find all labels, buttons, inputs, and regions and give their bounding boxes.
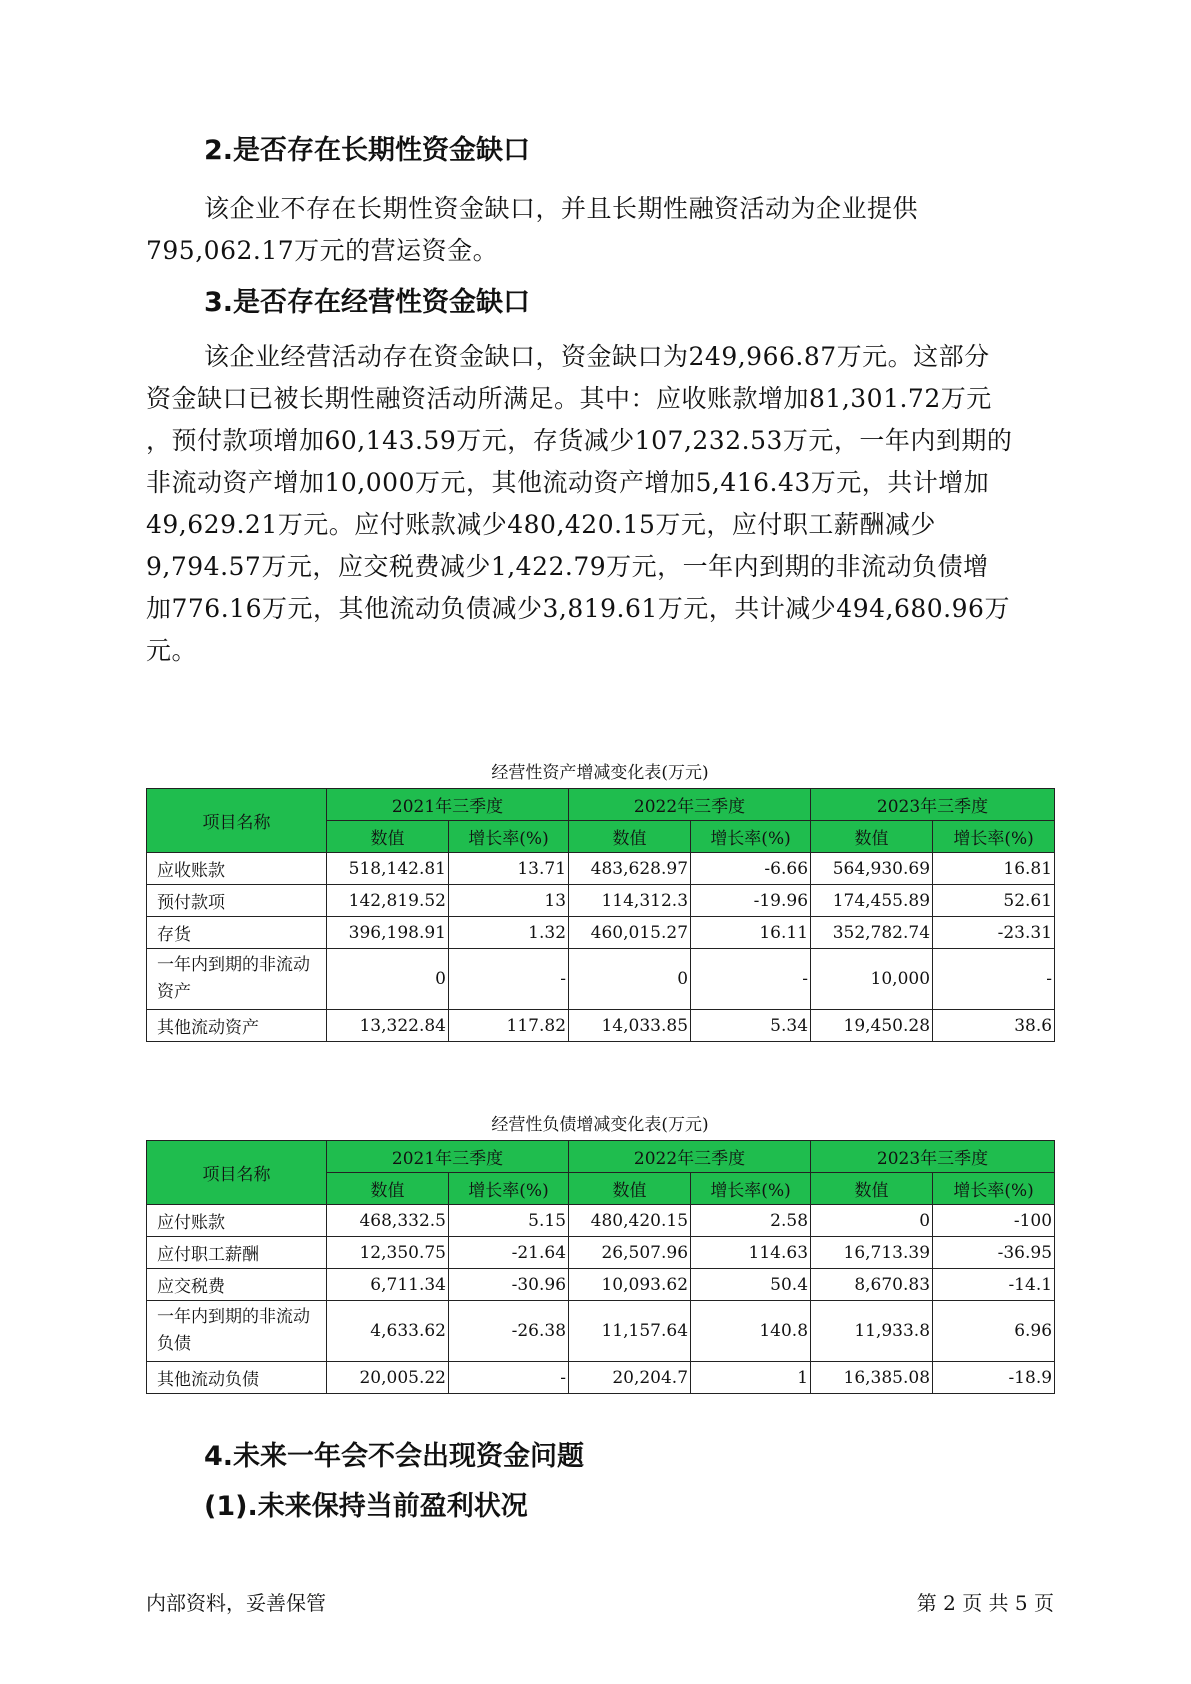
section-3-title: 3.是否存在经营性资金缺口	[204, 287, 531, 318]
growth-header: 增长率(%)	[449, 1173, 569, 1205]
paragraph-line: 该企业经营活动存在资金缺口，资金缺口为249,966.87万元。这部分	[204, 342, 990, 371]
growth-cell: -19.96	[691, 885, 811, 917]
value-cell: 16,713.39	[811, 1237, 933, 1269]
value-cell: 564,930.69	[811, 853, 933, 885]
value-cell: 480,420.15	[569, 1205, 691, 1237]
paragraph-line: 元。	[146, 636, 198, 665]
period-header: 2023年三季度	[811, 1141, 1055, 1173]
liabilities-table-caption: 经营性负债增减变化表(万元)	[491, 1115, 709, 1135]
table-row	[147, 1301, 1055, 1362]
growth-cell: -	[933, 949, 1055, 1010]
value-header: 数值	[327, 1173, 449, 1205]
value-cell: 396,198.91	[327, 917, 449, 949]
value-cell: 142,819.52	[327, 885, 449, 917]
paragraph-line: ，预付款项增加60,143.59万元，存货减少107,232.53万元，一年内到期的	[146, 426, 1013, 455]
growth-cell: 1.32	[449, 917, 569, 949]
growth-cell: 117.82	[449, 1010, 569, 1042]
paragraph-line: 该企业不存在长期性资金缺口，并且长期性融资活动为企业提供	[204, 194, 919, 223]
growth-cell: 114.63	[691, 1237, 811, 1269]
growth-cell: -100	[933, 1205, 1055, 1237]
row-label: 其他流动负债	[147, 1362, 327, 1394]
growth-cell: 16.81	[933, 853, 1055, 885]
liabilities-table	[146, 1140, 1055, 1394]
value-cell: 0	[327, 949, 449, 1010]
growth-cell: 2.58	[691, 1205, 811, 1237]
table-row	[147, 1362, 1055, 1394]
table-row	[147, 1010, 1055, 1042]
paragraph-line: 795,062.17万元的营运资金。	[146, 236, 499, 265]
section-3-paragraph	[146, 336, 1054, 672]
growth-cell: 5.34	[691, 1010, 811, 1042]
growth-cell: 6.96	[933, 1301, 1055, 1362]
row-label: 应交税费	[147, 1269, 327, 1301]
growth-header: 增长率(%)	[691, 821, 811, 853]
assets-table	[146, 788, 1055, 1042]
value-cell: 468,332.5	[327, 1205, 449, 1237]
row-label: 一年内到期的非流动资产	[147, 949, 327, 1010]
value-cell: 0	[569, 949, 691, 1010]
value-cell: 174,455.89	[811, 885, 933, 917]
value-cell: 20,204.7	[569, 1362, 691, 1394]
value-header: 数值	[569, 821, 691, 853]
value-cell: 0	[811, 1205, 933, 1237]
value-cell: 518,142.81	[327, 853, 449, 885]
period-header: 2023年三季度	[811, 789, 1055, 821]
paragraph-line: 非流动资产增加10,000万元，其他流动资产增加5,416.43万元，共计增加	[146, 468, 990, 497]
liabilities-table-body	[147, 1205, 1055, 1394]
paragraph-line: 资金缺口已被长期性融资活动所满足。其中：应收账款增加81,301.72万元	[146, 384, 992, 413]
growth-header: 增长率(%)	[933, 1173, 1055, 1205]
table-row	[147, 853, 1055, 885]
value-cell: 8,670.83	[811, 1269, 933, 1301]
row-label: 应收账款	[147, 853, 327, 885]
growth-cell: 52.61	[933, 885, 1055, 917]
growth-cell: 140.8	[691, 1301, 811, 1362]
value-cell: 20,005.22	[327, 1362, 449, 1394]
value-header: 数值	[811, 1173, 933, 1205]
period-header: 2022年三季度	[569, 1141, 811, 1173]
value-cell: 14,033.85	[569, 1010, 691, 1042]
section-4-title: 4.未来一年会不会出现资金问题	[204, 1441, 585, 1472]
row-label: 预付款项	[147, 885, 327, 917]
table-row	[147, 1269, 1055, 1301]
growth-cell: -14.1	[933, 1269, 1055, 1301]
paragraph-line: 加776.16万元，其他流动负债减少3,819.61万元，共计减少494,680.96万	[146, 594, 1010, 623]
table-row	[147, 917, 1055, 949]
value-cell: 10,000	[811, 949, 933, 1010]
value-cell: 16,385.08	[811, 1362, 933, 1394]
value-header: 数值	[327, 821, 449, 853]
section-4-subtitle: (1).未来保持当前盈利状况	[204, 1491, 528, 1522]
value-cell: 4,633.62	[327, 1301, 449, 1362]
growth-header: 增长率(%)	[691, 1173, 811, 1205]
page-number: 第 2 页 共 5 页	[916, 1591, 1054, 1615]
value-cell: 13,322.84	[327, 1010, 449, 1042]
growth-cell: -30.96	[449, 1269, 569, 1301]
item-name-header: 项目名称	[147, 789, 327, 853]
growth-cell: -	[449, 1362, 569, 1394]
row-label: 应付账款	[147, 1205, 327, 1237]
value-cell: 10,093.62	[569, 1269, 691, 1301]
value-cell: 460,015.27	[569, 917, 691, 949]
row-label: 存货	[147, 917, 327, 949]
assets-table-body	[147, 853, 1055, 1042]
growth-header: 增长率(%)	[933, 821, 1055, 853]
footer-note: 内部资料，妥善保管	[146, 1591, 326, 1615]
growth-cell: 16.11	[691, 917, 811, 949]
growth-cell: -36.95	[933, 1237, 1055, 1269]
growth-cell: 50.4	[691, 1269, 811, 1301]
section-2-title: 2.是否存在长期性资金缺口	[204, 135, 531, 166]
section-2-paragraph	[146, 188, 1054, 272]
value-cell: 6,711.34	[327, 1269, 449, 1301]
growth-cell: 13.71	[449, 853, 569, 885]
value-cell: 352,782.74	[811, 917, 933, 949]
value-header: 数值	[569, 1173, 691, 1205]
value-cell: 11,933.8	[811, 1301, 933, 1362]
growth-header: 增长率(%)	[449, 821, 569, 853]
period-header: 2021年三季度	[327, 1141, 569, 1173]
growth-cell: 1	[691, 1362, 811, 1394]
growth-cell: 5.15	[449, 1205, 569, 1237]
paragraph-line: 9,794.57万元，应交税费减少1,422.79万元，一年内到期的非流动负债增	[146, 552, 989, 581]
paragraph-line: 49,629.21万元。应付账款减少480,420.15万元，应付职工薪酬减少	[146, 510, 936, 539]
row-label: 应付职工薪酬	[147, 1237, 327, 1269]
value-header: 数值	[811, 821, 933, 853]
growth-cell: 38.6	[933, 1010, 1055, 1042]
growth-cell: 13	[449, 885, 569, 917]
value-cell: 19,450.28	[811, 1010, 933, 1042]
period-header: 2022年三季度	[569, 789, 811, 821]
growth-cell: -18.9	[933, 1362, 1055, 1394]
row-label: 一年内到期的非流动负债	[147, 1301, 327, 1362]
growth-cell: -21.64	[449, 1237, 569, 1269]
table-row	[147, 1237, 1055, 1269]
growth-cell: -6.66	[691, 853, 811, 885]
table-row	[147, 885, 1055, 917]
value-cell: 26,507.96	[569, 1237, 691, 1269]
table-row	[147, 949, 1055, 1010]
growth-cell: -	[691, 949, 811, 1010]
growth-cell: -23.31	[933, 917, 1055, 949]
value-cell: 12,350.75	[327, 1237, 449, 1269]
growth-cell: -26.38	[449, 1301, 569, 1362]
value-cell: 11,157.64	[569, 1301, 691, 1362]
period-header: 2021年三季度	[327, 789, 569, 821]
growth-cell: -	[449, 949, 569, 1010]
value-cell: 483,628.97	[569, 853, 691, 885]
item-name-header: 项目名称	[147, 1141, 327, 1205]
table-row	[147, 1205, 1055, 1237]
row-label: 其他流动资产	[147, 1010, 327, 1042]
assets-table-caption: 经营性资产增减变化表(万元)	[491, 763, 709, 783]
value-cell: 114,312.3	[569, 885, 691, 917]
